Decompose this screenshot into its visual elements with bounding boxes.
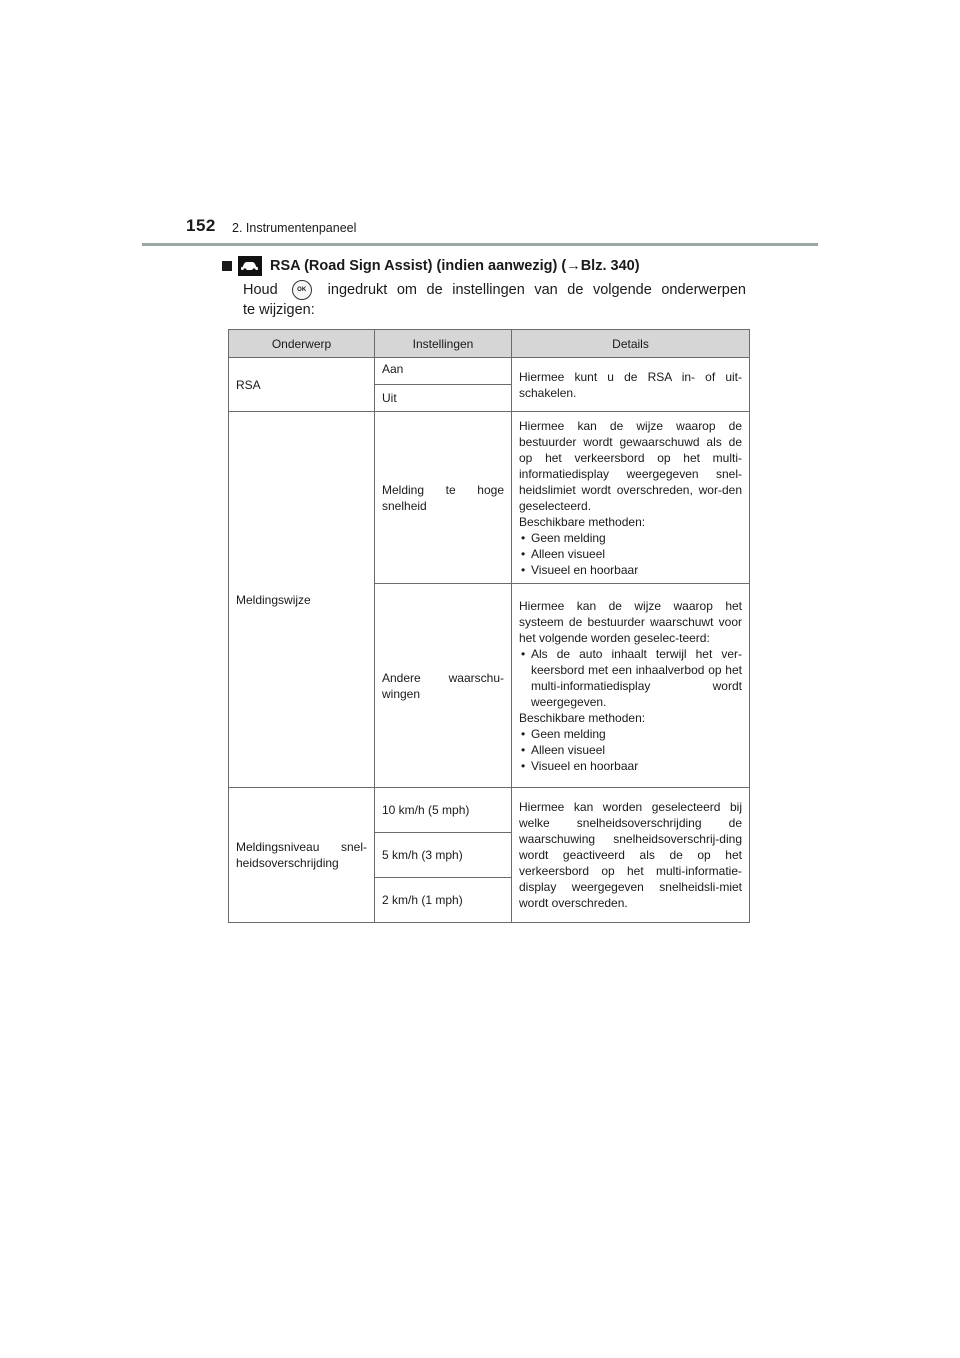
- detail-text: Hiermee kan de wijze waarop de bestuurder wordt gewaarschuwd als de op het verkeersbord op het multi-informatiedisplay weergegeven snel-heidslimiet wordt overschreden, wor-den geselecteerd.: [519, 418, 742, 513]
- table-header-row: [229, 330, 750, 358]
- list-item: • Geen melding: [519, 726, 742, 742]
- item-meldingsniveau: Meldingsniveau snel-heidsoverschrijding: [229, 788, 375, 923]
- item-meldingswijze: Meldingswijze: [229, 412, 375, 788]
- methods-label: Beschikbare methoden:: [519, 514, 646, 529]
- detail-text: Hiermee kan de wijze waarop het systeem de bestuurder waarschuwt voor het volgende worden geselec-teerd:: [519, 598, 742, 645]
- setting-aan: Aan: [375, 358, 512, 385]
- list-item: • Alleen visueel: [519, 742, 742, 758]
- section-title: RSA (Road Sign Assist) (indien aanwezig) (→Blz. 340): [270, 258, 640, 274]
- detail-rsa: Hiermee kunt u de RSA in- of uit-schakelen.: [512, 358, 750, 412]
- table-row: [229, 358, 750, 385]
- intro-text: [243, 280, 746, 320]
- section-heading: [222, 256, 640, 276]
- intro-line2: te wijzigen:: [243, 302, 315, 318]
- list-item: • Visueel en hoorbaar: [519, 562, 742, 578]
- setting-2-kmh: 2 km/h (1 mph): [375, 878, 512, 923]
- list-item: • Geen melding: [519, 530, 742, 546]
- table-row: [229, 412, 750, 584]
- intro-before: Houd: [243, 282, 278, 298]
- setting-melding-te-hoge-snelheid: Melding te hoge snelheid: [375, 412, 512, 584]
- black-square-bullet-icon: [222, 261, 232, 271]
- methods-label: Beschikbare methoden:: [519, 710, 646, 725]
- ok-button-icon: OK: [292, 280, 312, 300]
- road-sign-assist-icon: [238, 256, 262, 276]
- detail-andere-waarschuwingen: [512, 584, 750, 788]
- header-instellingen: Instellingen: [375, 330, 512, 358]
- detail-meldingsniveau: Hiermee kan worden geselecteerd bij welke snelheidsoverschrijding de waarschuwing snelheidsoverschrij-ding wordt geactiveerd als de op het verkeersbord op het multi-informatie-display weergegeven snelheidsli-miet wordt overschreden.: [512, 788, 750, 923]
- methods-list: [519, 726, 742, 774]
- setting-andere-waarschuwingen: Andere waarschu-wingen: [375, 584, 512, 788]
- intro-after: ingedrukt om de instellingen van de volgende onderwerpen: [327, 282, 746, 298]
- settings-table: [228, 329, 750, 923]
- setting-uit: Uit: [375, 385, 512, 412]
- list-item: • Als de auto inhaalt terwijl het ver-keersbord met een inhaalverbod op het multi-informatiedisplay wordt weergegeven.: [519, 646, 742, 710]
- item-rsa: RSA: [229, 358, 375, 412]
- list-item: • Visueel en hoorbaar: [519, 758, 742, 774]
- chapter-title: 2. Instrumentenpaneel: [232, 221, 357, 235]
- setting-10-kmh: 10 km/h (5 mph): [375, 788, 512, 833]
- table-row: [229, 788, 750, 833]
- list-item: • Alleen visueel: [519, 546, 742, 562]
- header-divider: [142, 243, 818, 246]
- page-number: 152: [186, 216, 216, 235]
- methods-list: [519, 530, 742, 578]
- header-details: Details: [512, 330, 750, 358]
- detail-melding-te-hoge-snelheid: [512, 412, 750, 584]
- conditions-list: [519, 646, 742, 710]
- header-onderwerp: Onderwerp: [229, 330, 375, 358]
- setting-5-kmh: 5 km/h (3 mph): [375, 833, 512, 878]
